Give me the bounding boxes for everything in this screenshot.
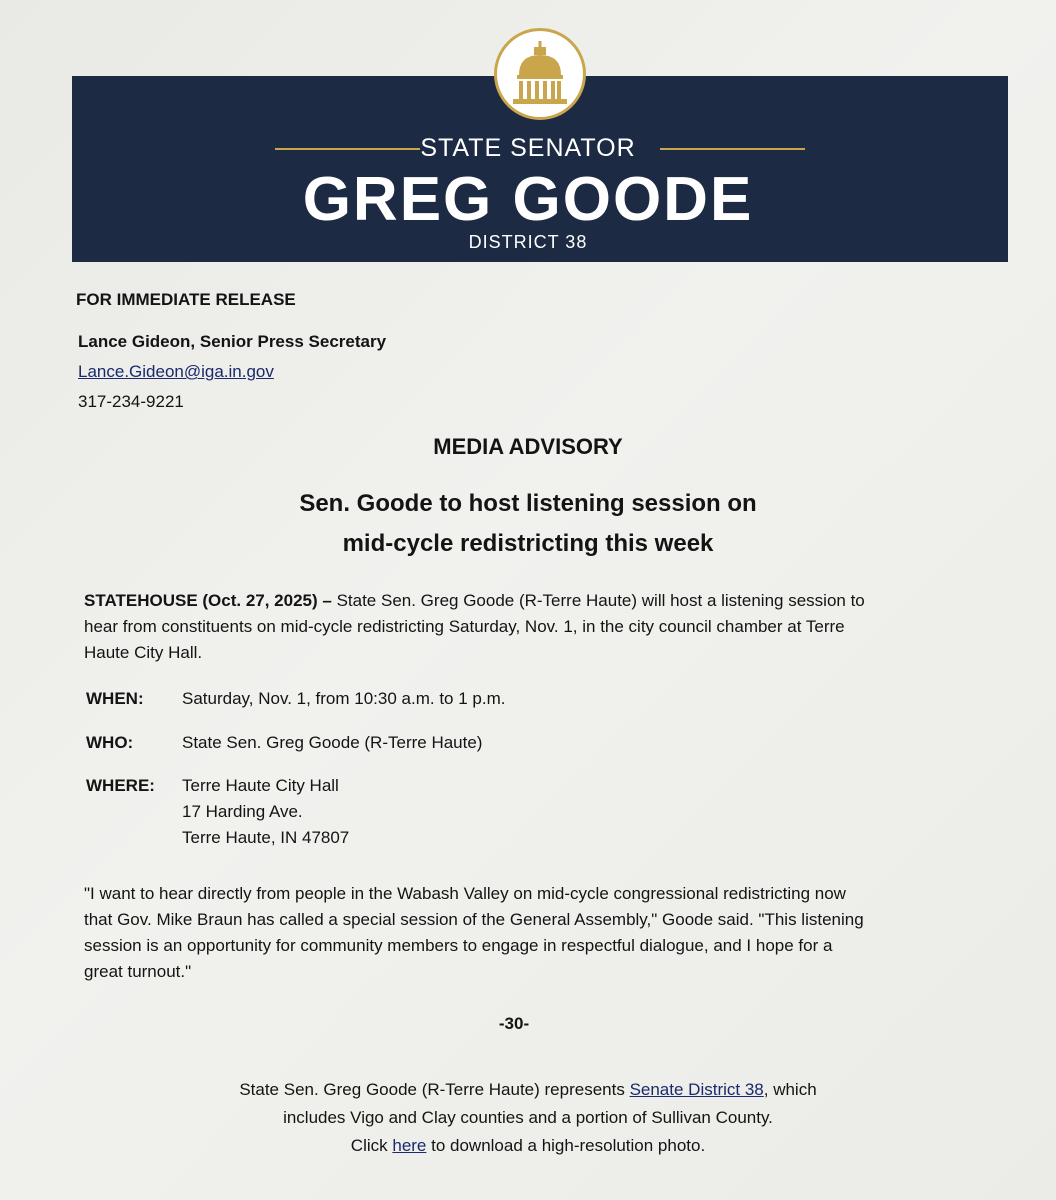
footer-line-1-text: State Sen. Greg Goode (R-Terre Haute) represents — [239, 1080, 630, 1099]
where-line-3: Terre Haute, IN 47807 — [182, 828, 350, 847]
headline-line-2: mid-cycle redistricting this week — [342, 530, 714, 557]
headline-line-1: Sen. Goode to host listening session on — [299, 490, 757, 517]
intro-line-1: State Sen. Greg Goode (R-Terre Haute) will host a listening session to — [331, 591, 865, 610]
quote-line-1: "I want to hear directly from people in the Wabash Valley on mid-cycle congressional redistricting now — [84, 884, 846, 903]
quote-line-2: that Gov. Mike Braun has called a special session of the General Assembly," Goode said. "This listening — [84, 910, 864, 929]
quote-line-4: great turnout." — [84, 962, 192, 981]
where-line-1: Terre Haute City Hall — [182, 776, 339, 795]
intro-line-3: Haute City Hall. — [84, 643, 203, 662]
capitol-dome-icon — [497, 31, 583, 117]
release-label: FOR IMMEDIATE RELEASE — [76, 290, 296, 309]
contact-phone: 317-234-9221 — [78, 392, 184, 411]
banner-district: DISTRICT 38 — [468, 232, 588, 252]
contact-email-link[interactable]: Lance.Gideon@iga.in.gov — [78, 362, 274, 381]
advisory-heading: MEDIA ADVISORY — [433, 434, 623, 459]
footer-line-1-end: , which — [763, 1080, 817, 1099]
dateline: STATEHOUSE (Oct. 27, 2025) – — [84, 591, 332, 610]
banner-title: STATE SENATOR — [420, 134, 636, 162]
quote-paragraph — [84, 881, 984, 985]
who-value: State Sen. Greg Goode (R-Terre Haute) — [182, 733, 483, 752]
end-mark: -30- — [498, 1014, 530, 1033]
contact-name: Lance Gideon, Senior Press Secretary — [78, 332, 387, 351]
intro-line-2: hear from constituents on mid-cycle redistricting Saturday, Nov. 1, in the city council chamber at Terre — [84, 617, 845, 636]
who-label: WHO: — [86, 733, 134, 752]
where-value — [182, 773, 349, 851]
footer-paragraph — [0, 1076, 1056, 1160]
footer-line-3-text: Click — [350, 1136, 393, 1155]
footer-line-3-end: to download a high-resolution photo. — [426, 1136, 706, 1155]
banner-senator-name: GREG GOODE — [302, 165, 754, 234]
when-label: WHEN: — [86, 689, 144, 708]
where-line-2: 17 Harding Ave. — [182, 802, 303, 821]
footer-line-2: includes Vigo and Clay counties and a portion of Sullivan County. — [283, 1108, 773, 1127]
when-value: Saturday, Nov. 1, from 10:30 a.m. to 1 p.m. — [182, 689, 506, 708]
intro-paragraph — [84, 588, 984, 666]
quote-line-3: session is an opportunity for community members to engage in respectful dialogue, and I hope for a — [84, 936, 833, 955]
senate-district-link[interactable]: Senate District 38 — [629, 1080, 764, 1099]
capitol-dome-logo — [494, 28, 586, 120]
where-label: WHERE: — [86, 776, 155, 795]
photo-download-link[interactable]: here — [392, 1136, 427, 1155]
